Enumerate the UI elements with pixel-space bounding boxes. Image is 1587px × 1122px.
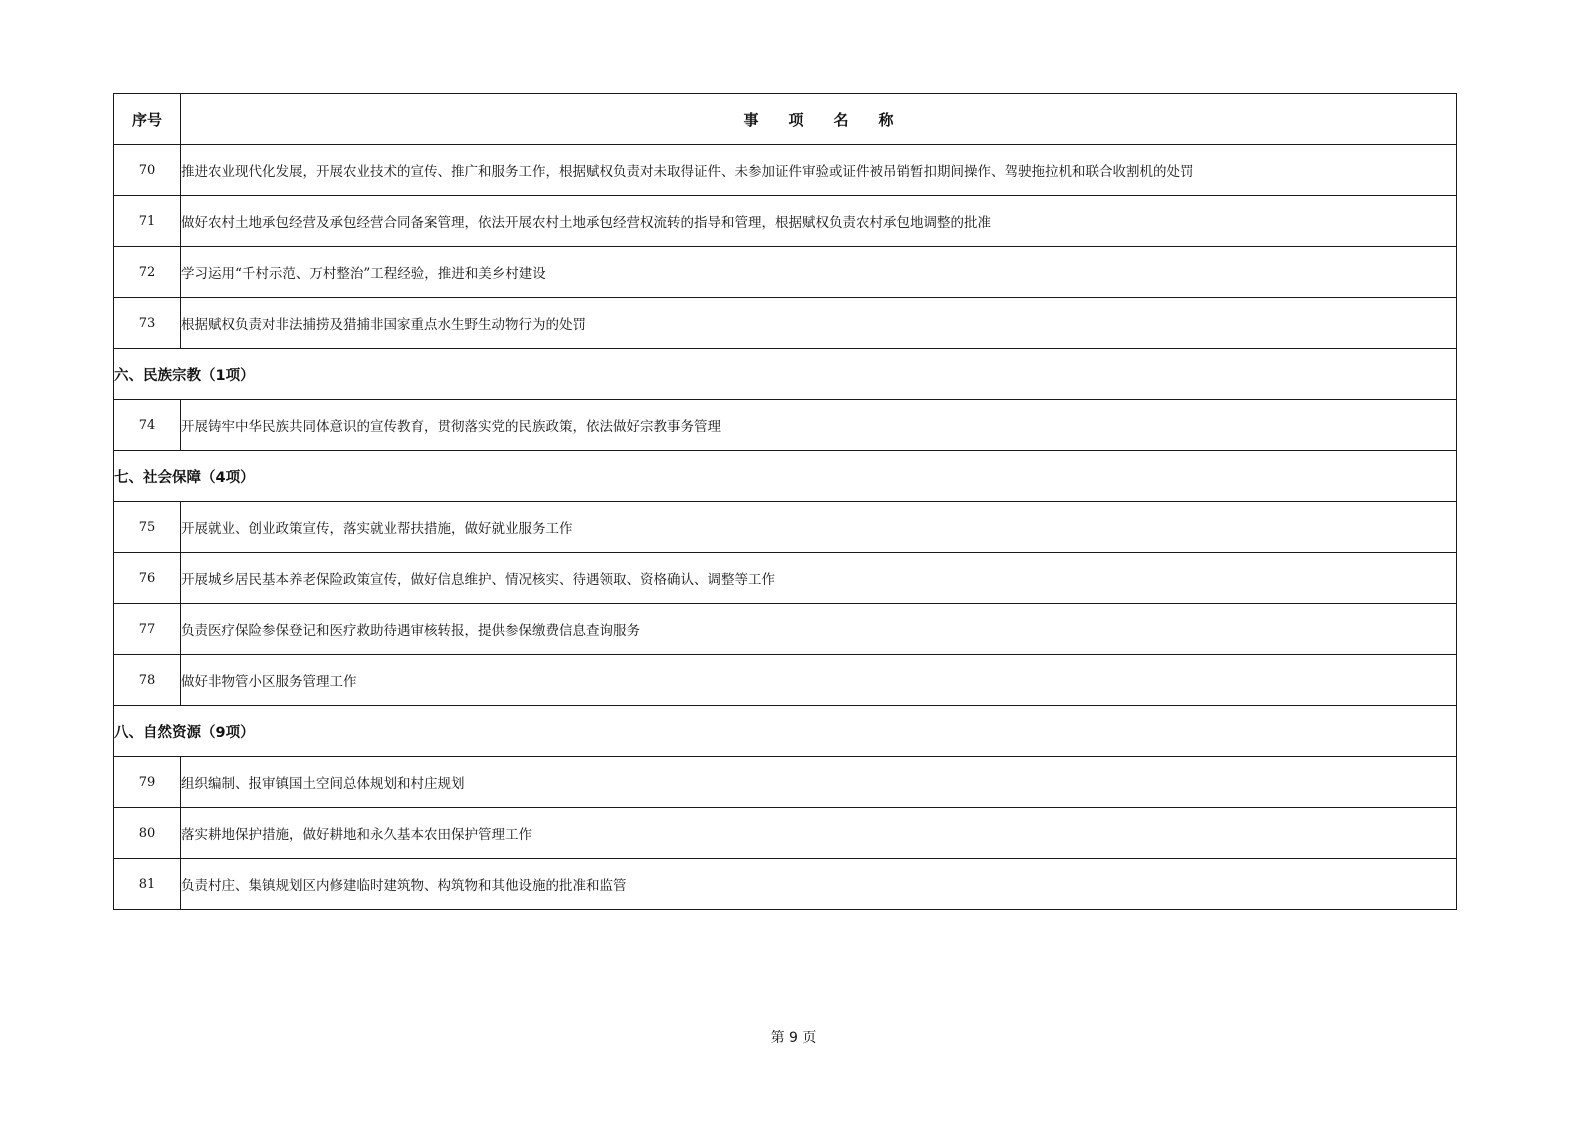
row-num: 71 [114,196,181,247]
row-num: 78 [114,655,181,706]
row-num: 81 [114,859,181,910]
table-row [114,808,1457,859]
row-num: 73 [114,298,181,349]
row-num: 72 [114,247,181,298]
row-name: 负责医疗保险参保登记和医疗救助待遇审核转报，提供参保缴费信息查询服务 [181,604,1457,655]
section-row [114,349,1457,400]
row-name: 负责村庄、集镇规划区内修建临时建筑物、构筑物和其他设施的批准和监管 [181,859,1457,910]
row-name: 做好农村土地承包经营及承包经营合同备案管理，依法开展农村土地承包经营权流转的指导和管理，根据赋权负责农村承包地调整的批准 [181,196,1457,247]
table-row [114,757,1457,808]
section-row [114,706,1457,757]
row-num: 70 [114,145,181,196]
table-row [114,553,1457,604]
row-name: 组织编制、报审镇国土空间总体规划和村庄规划 [181,757,1457,808]
row-name: 开展就业、创业政策宣传，落实就业帮扶措施，做好就业服务工作 [181,502,1457,553]
table-row [114,247,1457,298]
table-row [114,655,1457,706]
table-row [114,859,1457,910]
table-row [114,400,1457,451]
row-name: 开展铸牢中华民族共同体意识的宣传教育，贯彻落实党的民族政策，依法做好宗教事务管理 [181,400,1457,451]
matters-table [113,93,1457,910]
row-name: 学习运用“千村示范、万村整治”工程经验，推进和美乡村建设 [181,247,1457,298]
table-row [114,298,1457,349]
section-title: 六、民族宗教（1项） [114,349,1457,400]
row-num: 79 [114,757,181,808]
table-row [114,502,1457,553]
header-name: 事 项 名 称 [181,94,1457,145]
row-name: 做好非物管小区服务管理工作 [181,655,1457,706]
row-name: 推进农业现代化发展，开展农业技术的宣传、推广和服务工作，根据赋权负责对未取得证件、未参加证件审验或证件被吊销暂扣期间操作、驾驶拖拉机和联合收割机的处罚 [181,145,1457,196]
table-header-row [114,94,1457,145]
row-num: 77 [114,604,181,655]
section-row [114,451,1457,502]
row-num: 76 [114,553,181,604]
row-num: 75 [114,502,181,553]
table-row [114,604,1457,655]
row-num: 74 [114,400,181,451]
section-title: 七、社会保障（4项） [114,451,1457,502]
table-row [114,145,1457,196]
page-number: 第 9 页 [770,1030,817,1046]
section-title: 八、自然资源（9项） [114,706,1457,757]
header-num: 序号 [114,94,181,145]
row-name: 开展城乡居民基本养老保险政策宣传，做好信息维护、情况核实、待遇领取、资格确认、调整等工作 [181,553,1457,604]
row-num: 80 [114,808,181,859]
table-row [114,196,1457,247]
row-name: 根据赋权负责对非法捕捞及猎捕非国家重点水生野生动物行为的处罚 [181,298,1457,349]
row-name: 落实耕地保护措施，做好耕地和永久基本农田保护管理工作 [181,808,1457,859]
